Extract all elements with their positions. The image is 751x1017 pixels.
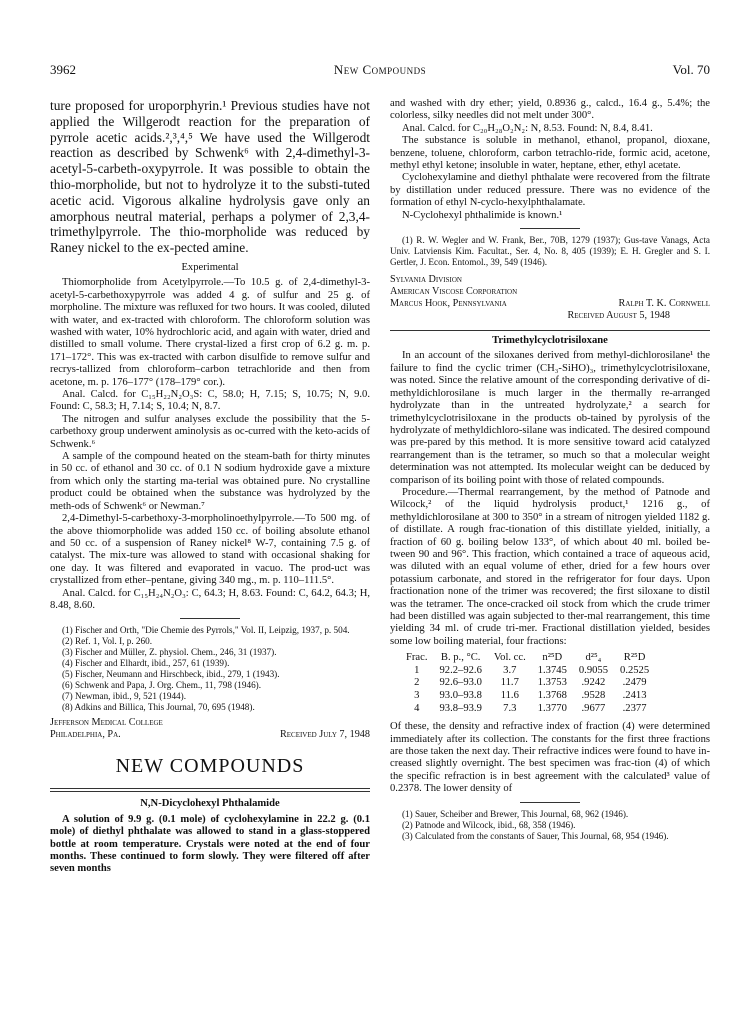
affiliation-line: American Viscose Corporation [390,286,518,298]
table-cell: .2413 [622,690,647,701]
compound-heading: Trimethylcyclotrisiloxane [492,335,608,347]
table-cell: 11.6 [500,690,519,701]
table-cell: 93.8–93.9 [439,702,482,714]
table-cell: 7.3 [503,702,517,714]
table-header: R²⁵D [623,652,646,664]
table-cell: 92.2–92.6 [439,664,482,676]
affiliation-line: Marcus Hook, Pennsylvania [390,298,507,310]
recovery-paragraph: Cyclohexylamine and diethyl phthalate were recovered from the filtrate by distillation under reduced pressure. There was no evidence of the formation of ethyl N-cyclo-hexylphthalamate. [390,172,710,209]
table-cell: 92.6–93.0 [439,677,482,689]
table-cell: 4 [414,702,420,714]
reference-item: (1) R. W. Wegler and W. Frank, Ber., 70B, 1279 (1937); Gus-tave Vanags, Acta Univ. Latviensis Kim. Facultat., Ser. 4, No. 8, 405 (1939); E. H. Gregler and S. I. Gertler, J. Econ. Entomol., 39, 549 (1946). [390,235,710,268]
table-cell: 93.0–93.8 [439,690,482,701]
right-references [390,809,710,842]
siloxane-intro-paragraph: In an account of the siloxanes derived from methyl-dichlorosilane¹ the failure to find the cyclic trimer (CH₃-SiHO)₃, trimethylcyclotrisiloxane, was noted. Since the relative amount of the corresponding derivative of di-methyldichlorosilane is much larger in the thermally re-arranged hydrolyzate than in the untreated hydrolyzate,² a search for trimethylcyclotrisiloxane in the products ob-tained by pyrolysis of the hydrolyzate of methyldichloro-silane was indicated. The desired compound was pre-pared by this method. It is more sensitive toward acid catalyzed rearrangement than is the tetramer, so much so that a molecular weight determination was not attempted. Its molecular weight can be deduced by comparison of its boiling point with those of related compounds. [390,350,710,486]
page-number: 3962 [50,62,76,77]
table-cell: 1.3770 [537,702,567,714]
volume-label: Vol. 70 [672,62,710,77]
right-affiliation [390,274,710,322]
morpholinoethyl-paragraph: 2,4-Dimethyl-5-carbethoxy-3-morpholinoethylpyrrole.—To 500 mg. of the above thiomorpholide was added 150 cc. of boiling absolute ethanol and 50 cc. of a suspension of Raney nickel⁸ W-7, containing 7.5 g. of catalyst. The mix-ture was allowed to stand with occasional shaking for one day. It was filtered and evaporated in vacuo. The prod-uct was crystallized from ether–pentane, giving 340 mg., m. p. 110–111.5°. [50,513,370,587]
page-header [50,62,710,80]
reference-item: (3) Calculated from the constants of Sauer, This Journal, 68, 954 (1946). [402,830,669,841]
table-header: Frac. [406,652,428,664]
anal-paragraph-3: Anal. Calcd. for C₂₀H₂₈O₂N₂: N, 8.53. Found: N, 8.4, 8.41. [402,122,653,134]
affiliation-line: Sylvania Division [390,274,462,286]
anal-paragraph-1: Anal. Calcd. for C₁₅H₂₂N₂O₃S: C, 58.0; H, 7.15; S, 10.75; N, 9.0. Found: C, 58.3; H, 7.14; S, 10.4; N, 8.7. [50,389,370,413]
footnote-divider [520,228,580,229]
table-cell: .2377 [622,702,647,714]
reference-item: (5) Fischer, Neumann and Hirschbeck, ibid., 279, 1 (1943). [62,669,280,680]
journal-page [50,62,710,992]
section-rule [50,788,370,789]
table-row [400,677,655,690]
table-cell: 1.3745 [537,664,567,676]
hydrolysis-paragraph: A sample of the compound heated on the steam-bath for thirty minutes in 50 cc. of ethanol and 30 cc. of 0.1 N sodium hydroxide gave a mixture from which only the starting ma-terial was obtained pure. No crystalline product could be obtained when the substance was hydrolyzed by the meth-ods of Schwenk⁶ or Newman.⁷ [50,451,370,512]
solubility-paragraph: The substance is soluble in methanol, ethanol, propanol, dioxane, benzene, toluene, chloroform, carbon tetrachlo-ride, formic acid, acetone, methyl ethyl ketone; insoluble in water, heptane, ether, ethyl acetate. [390,135,710,172]
table-cell: .9677 [581,702,606,714]
table-cell: 3 [414,690,420,701]
experimental-heading: Experimental [181,261,239,273]
anal-paragraph-2: Anal. Calcd. for C₁₅H₂₄N₂O₃: C, 64.3; H, 8.63. Found: C, 64.2, 64.3; H, 8.48, 8.60. [50,587,370,611]
phthalamide-paragraph: A solution of 9.9 g. (0.1 mole) of cyclohexylamine in 22.2 g. (0.1 mole) of diethyl phthalate was allowed to stand in a glass-stoppered bottle at room temperature. Crystals were noted at the end of four months. These continued to form slowly. They were filtered off after seven months [50,813,370,875]
analyses-paragraph: The nitrogen and sulfur analyses exclude the possibility that the 5-carbethoxy group underwent aminolysis as oc-curred with the keto-acids of Schwenk.⁶ [50,413,370,450]
reference-item: (1) Sauer, Scheiber and Brewer, This Journal, 68, 962 (1946). [402,808,629,819]
affiliation-line: Philadelphia, Pa. [50,729,121,741]
left-references [50,625,370,713]
section-title: NEW COMPOUNDS [115,755,305,778]
table-cell: 11.7 [500,677,519,689]
table-cell: .9242 [581,677,606,689]
table-cell: .9528 [581,690,606,701]
table-cell: 1.3768 [537,690,567,701]
compound-heading: N,N-Dicyclohexyl Phthalamide [140,798,280,810]
table-cell: 2 [414,677,420,689]
fractions-table [400,652,655,715]
footnote-divider [520,802,580,803]
table-cell: 0.2525 [620,664,650,676]
footnote-divider [180,618,240,619]
reference-item: (4) Fischer and Elhardt, ibid., 257, 61 (1939). [62,658,230,669]
procedure-paragraph: Procedure.—Thermal rearrangement, by the method of Patnode and Wilcock,² of the liquid hydrolysis product,¹ 1216 g., of methyldichlorosilane at 300 to 350° in a stream of nitrogen yielded 1182 g. of distillate. A rough frac-tionation of this distillate yielded, initially, a fraction of 60 g. boiling below 133°, of which about 40 ml. boiled be-tween 90 and 96°. This fraction, which contained a trace of aqueous acid, was diluted with an equal volume of ether, dried for a few hours over potassium carbonate, and stored in the refrigerator for four days. Upon fractionation none of the trimer was recovered; the first siloxane to distil was the tetramer. The once-cracked oil stock from which the crude trimer had been distilled was again subjected to ther-mal rearrangement, this time yielding 34 ml. of crude tri-mer. Fractional distillation yielded, besides some low boiling material, four fractions: [390,486,710,647]
table-row [400,703,655,716]
thiomorpholide-paragraph: Thiomorpholide from Acetylpyrrole.—To 10.5 g. of 2,4-dimethyl-3-acetyl-5-carbethoxypyrrole was added 4 g. of sulfur and 25 g. of morpholine. The mixture was refluxed for two hours. It was cooled, diluted with water, and ex-tracted with chloroform. The chloroform solution was washed with water, 10% hydrochloric acid, and again with water, dried and distilled to small volume. There crystal-lized a first crop of 6.2 g. m. p. 171–172°. This was ex-tracted with carbon disulfide to remove sulfur and recrys-tallized from chloroform–carbon tetrachloride and then from acetone, m. p. 176–177° (178–179° cor.). [50,277,370,388]
table-cell: 1.3753 [537,677,567,689]
right-column [390,98,710,842]
reference-item: (8) Adkins and Billica, This Journal, 70, 695 (1948). [62,702,255,713]
received-date: Received August 5, 1948 [567,310,670,322]
section-rule [50,791,370,792]
reference-item: (3) Fischer and Müller, Z. physiol. Chem., 246, 31 (1937). [62,647,277,658]
table-header: Vol. cc. [493,652,526,664]
intro-paragraph: ture proposed for uroporphyrin.¹ Previous studies have not applied the Willgerodt reaction for the preparation of pyrrole acetic acids.²,³,⁴,⁵ We have used the Willgerodt reaction as described by Schwenk⁶ with 2,4-dimethyl-3-acetyl-5-carbeth-oxypyrrole. It was possible to obtain the thio-morpholide, but not to hydrolyze it to the substi-tuted acetic acid. Vigorous alkaline hydrolysis gave only an amorphous neutral material, perhaps a polymer of 2,3,4-trimethylpyrrole. The thio-morpholide was reduced by Raney nickel to the ex-pected amine. [50,98,370,256]
table-header-row [400,652,655,665]
reference-item: (2) Patnode and Wilcock, ibid., 68, 358 (1946). [402,819,576,830]
table-row [400,690,655,703]
received-date: Received July 7, 1948 [279,729,370,741]
table-header: d²⁵₄ [585,652,602,664]
known-compound-paragraph: N-Cyclohexyl phthalimide is known.¹ [402,209,563,221]
reference-item: (7) Newman, ibid., 9, 521 (1944). [62,691,187,702]
table-header: B. p., °C. [440,652,481,664]
yield-paragraph: and washed with dry ether; yield, 0.8936 g., calcd., 16.4 g., 5.4%; the colorless, silky needles did not melt under 300°. [390,98,710,122]
table-cell: .2479 [622,677,647,689]
section-rule [390,330,710,331]
table-cell: 1 [414,664,420,676]
left-column [50,98,370,876]
density-paragraph: Of these, the density and refractive index of fraction (4) were determined immediately after its collection. The constants for the first three fractions are those taken the next day. Their refractive indices were found to have in-creased slightly overnight. The best specimen was frac-tion (4) of which the specific refraction is in best agreement with the calculated³ value of 0.2378. The lower density of [390,721,710,795]
reference-item: (2) Ref. 1, Vol. I, p. 260. [62,636,152,647]
left-affiliation [50,717,370,741]
running-title: New Compounds [333,62,427,77]
affiliation-line: Jefferson Medical College [50,717,163,729]
table-header: n²⁵D [542,652,563,664]
table-row [400,665,655,678]
author-name: Ralph T. K. Cornwell [618,298,710,310]
reference-item: (1) Fischer and Orth, "Die Chemie des Pyrrols," Vol. II, Leipzig, 1937, p. 504. [62,625,350,636]
table-cell: 3.7 [503,664,517,676]
table-cell: 0.9055 [578,664,609,676]
reference-item: (6) Schwenk and Papa, J. Org. Chem., 11, 798 (1946). [62,680,262,691]
